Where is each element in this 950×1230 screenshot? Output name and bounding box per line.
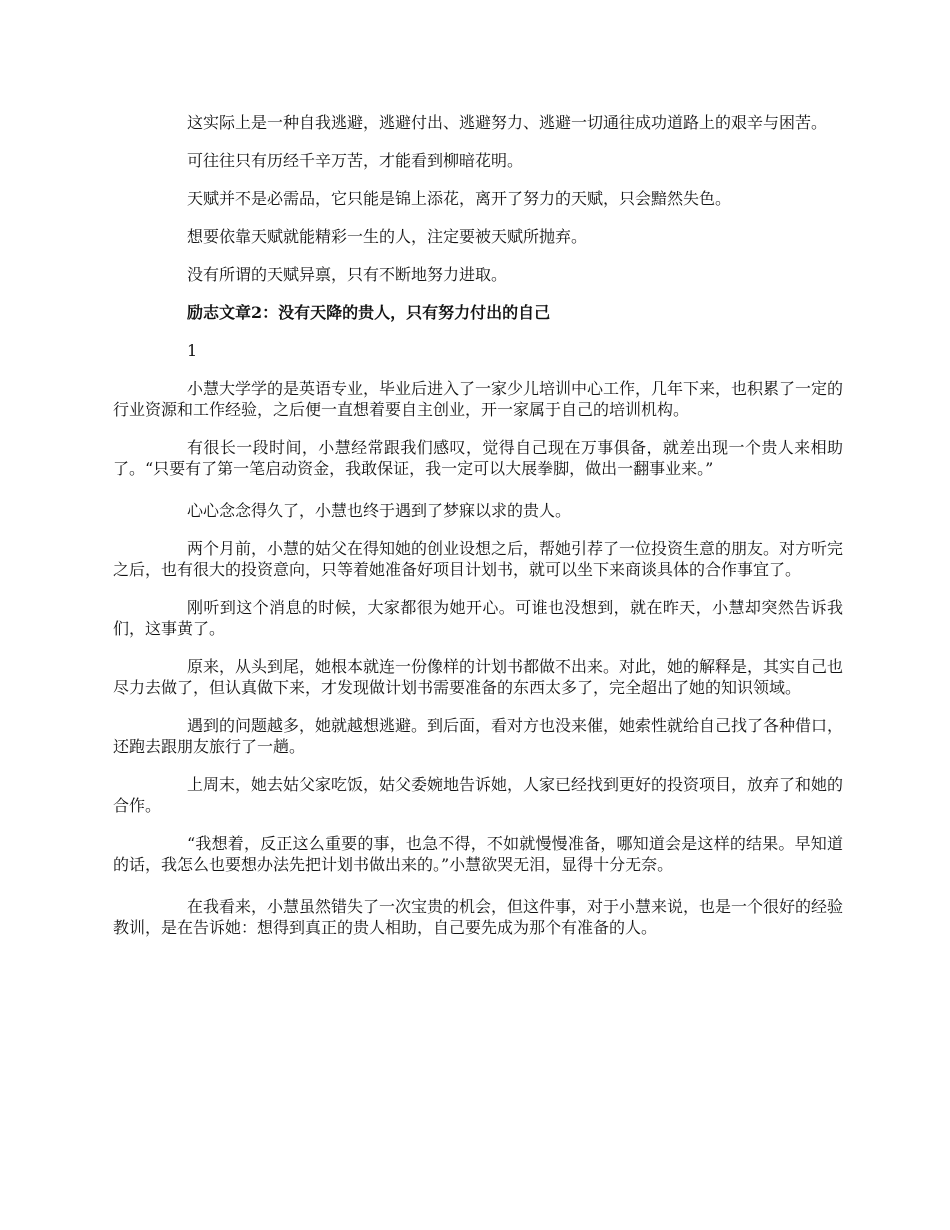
paragraph: 这实际上是一种自我逃避，逃避付出、逃避努力、逃避一切通往成功道路上的艰辛与困苦。 xyxy=(187,113,828,132)
story-paragraph: 心心念念得久了，小慧也终于遇到了梦寐以求的贵人。 xyxy=(187,501,572,520)
story-paragraph: 在我看来，小慧虽然错失了一次宝贵的机会，但这件事，对于小慧来说，也是一个很好的经验教训，是在告诉她：想得到真正的贵人相助，自己要先成为那个有准备的人。 xyxy=(113,897,844,937)
story-paragraph: 小慧大学学的是英语专业，毕业后进入了一家少儿培训中心工作，几年下来，也积累了一定的行业资源和工作经验，之后便一直想着要自主创业，开一家属于自己的培训机构。 xyxy=(113,379,844,419)
paragraph: 想要依靠天赋就能精彩一生的人，注定要被天赋所抛弃。 xyxy=(187,227,588,246)
story-paragraph: 刚听到这个消息的时候，大家都很为她开心。可谁也没想到，就在昨天，小慧却突然告诉我们，这事黄了。 xyxy=(113,598,843,638)
story-paragraph: 上周末，她去姑父家吃饭，姑父委婉地告诉她，人家已经找到更好的投资项目，放弃了和她的合作。 xyxy=(113,775,844,815)
story-paragraph: 遇到的问题越多，她就越想逃避。到后面，看对方也没来催，她索性就给自己找了各种借口，还跑去跟朋友旅行了一趟。 xyxy=(113,716,844,756)
section-number: 1 xyxy=(187,341,198,360)
story-paragraph: 两个月前，小慧的姑父在得知她的创业设想之后，帮她引荐了一位投资生意的朋友。对方听完之后，也有很大的投资意向，只等着她准备好项目计划书，就可以坐下来商谈具体的合作事宜了。 xyxy=(113,539,844,579)
paragraph: 可往往只有历经千辛万苦，才能看到柳暗花明。 xyxy=(187,151,524,170)
document-body xyxy=(113,112,843,955)
article-heading: 励志文章2：没有天降的贵人，只有努力付出的自己 xyxy=(187,303,551,322)
story-paragraph: 原来，从头到尾，她根本就连一份像样的计划书都做不出来。对此，她的解释是，其实自己也尽力去做了，但认真做下来，才发现做计划书需要准备的东西太多了，完全超出了她的知识领域。 xyxy=(113,657,844,697)
story-paragraph: 有很长一段时间，小慧经常跟我们感叹，觉得自己现在万事俱备，就差出现一个贵人来相助了。“只要有了第一笔启动资金，我敢保证，我一定可以大展拳脚，做出一翻事业来。” xyxy=(113,438,843,478)
story-paragraph: “我想着，反正这么重要的事，也急不得，不如就慢慢准备，哪知道会是这样的结果。早知道的话，我怎么也要想办法先把计划书做出来的。”小慧欲哭无泪，显得十分无奈。 xyxy=(113,834,843,874)
paragraph: 天赋并不是必需品，它只能是锦上添花，离开了努力的天赋，只会黯然失色。 xyxy=(187,189,732,208)
paragraph: 没有所谓的天赋异禀，只有不断地努力进取。 xyxy=(187,265,508,284)
